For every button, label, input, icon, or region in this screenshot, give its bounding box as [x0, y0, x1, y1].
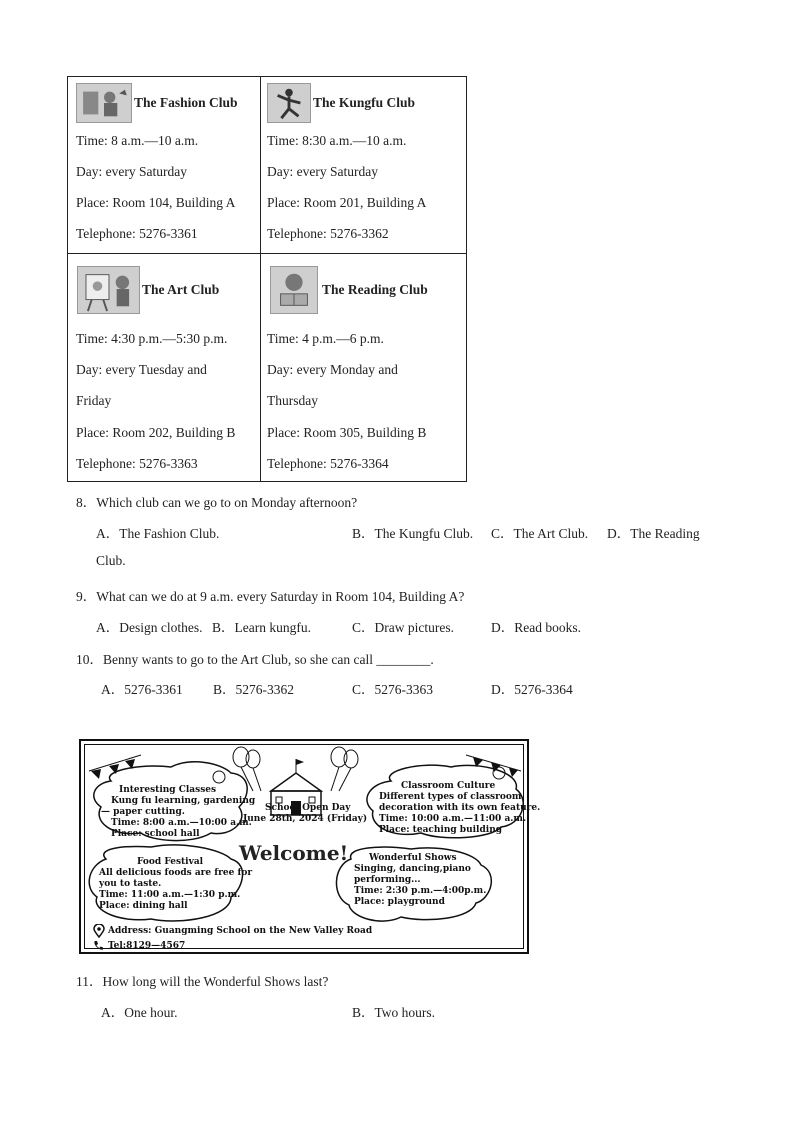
kungfu-club-image [267, 83, 311, 123]
reading-club-image [270, 266, 318, 314]
q10-option-b[interactable]: B．5276-3362 [213, 682, 294, 697]
wonderful-shows-line: performing... [354, 875, 421, 885]
welcome-heading: Welcome! [239, 841, 349, 865]
art-club-header [77, 266, 219, 314]
open-day-poster [79, 739, 541, 954]
q8-option-d-cont: Club. [96, 553, 126, 568]
interesting-classes-line: Kung fu learning, gardening [111, 796, 256, 806]
food-festival-place: Place: dining hall [99, 901, 188, 911]
question-11: 11．How long will the Wonderful Shows last? [76, 974, 329, 989]
interesting-classes-time: Time: 8:00 a.m.—10:00 a.m. [111, 818, 252, 828]
q10-option-d[interactable]: D．5276-3364 [491, 682, 573, 697]
club-place: Place: Room 201, Building A [267, 195, 427, 210]
question-9: 9．What can we do at 9 a.m. every Saturday in Room 104, Building A? [76, 589, 465, 604]
question-8: 8．Which club can we go to on Monday afternoon? [76, 495, 358, 510]
interesting-classes-place: Place: school hall [111, 829, 200, 839]
club-day-cont: Friday [76, 393, 112, 408]
club-place: Place: Room 202, Building B [76, 425, 236, 440]
club-day-cont: Thursday [267, 393, 318, 408]
club-place: Place: Room 104, Building A [76, 195, 236, 210]
food-festival-line: All delicious foods are free for [99, 868, 253, 878]
club-table [67, 76, 467, 482]
classroom-culture-line: Different types of classroom [379, 792, 522, 802]
kungfu-club-header [267, 83, 415, 123]
q8-option-d[interactable]: D．The Reading [607, 526, 700, 541]
poster-address: Address: Guangming School on the New Valley Road [108, 926, 373, 936]
classroom-culture-time: Time: 10:00 a.m.—11:00 a.m. [379, 814, 527, 824]
club-time: Time: 4:30 p.m.—5:30 p.m. [76, 331, 228, 346]
q9-option-d[interactable]: D．Read books. [491, 620, 581, 635]
club-name: The Art Club [142, 282, 220, 297]
club-day: Day: every Saturday [267, 164, 378, 179]
wonderful-shows-line: Singing, dancing,piano [354, 864, 471, 874]
q8-option-a[interactable]: A．The Fashion Club. [96, 526, 220, 541]
table-divider-horizontal [68, 253, 466, 254]
reading-club-header [270, 266, 428, 314]
food-festival-line: you to taste. [99, 879, 162, 889]
club-name: The Fashion Club [134, 95, 238, 110]
art-club-image [77, 266, 140, 314]
club-name: The Kungfu Club [313, 95, 416, 110]
q10-option-a[interactable]: A．5276-3361 [101, 682, 183, 697]
poster-telephone: Tel:8129—4567 [108, 941, 186, 951]
wonderful-shows-place: Place: playground [354, 897, 445, 907]
classroom-culture-place: Place: teaching building [379, 825, 503, 835]
interesting-classes-line: — paper cutting. [101, 807, 185, 817]
fashion-club-image [76, 83, 132, 123]
table-divider-vertical [260, 77, 261, 481]
classroom-culture-line: decoration with its own feature. [379, 803, 541, 813]
q11-option-a[interactable]: A．One hour. [101, 1005, 178, 1020]
club-day: Day: every Tuesday and [76, 362, 207, 377]
q10-option-c[interactable]: C．5276-3363 [352, 682, 433, 697]
club-time: Time: 8 a.m.—10 a.m. [76, 133, 199, 148]
club-name: The Reading Club [322, 282, 428, 297]
club-telephone: Telephone: 5276-3361 [76, 226, 198, 241]
club-day: Day: every Monday and [267, 362, 398, 377]
club-telephone: Telephone: 5276-3363 [76, 456, 198, 471]
q8-option-b[interactable]: B．The Kungfu Club. [352, 526, 474, 541]
question-10: 10．Benny wants to go to the Art Club, so she can call ________. [76, 652, 434, 667]
classroom-culture-title: Classroom Culture [401, 781, 496, 791]
fashion-club-header [76, 83, 238, 123]
wonderful-shows-time: Time: 2:30 p.m.—4:00p.m. [354, 886, 487, 896]
q8-option-c[interactable]: C．The Art Club. [491, 526, 589, 541]
food-festival-title: Food Festival [137, 857, 204, 867]
club-time: Time: 4 p.m.—6 p.m. [267, 331, 384, 346]
wonderful-shows-title: Wonderful Shows [369, 853, 457, 863]
phone-icon [93, 940, 104, 951]
club-time: Time: 8:30 a.m.—10 a.m. [267, 133, 407, 148]
food-festival-time: Time: 11:00 a.m.—1:30 p.m. [99, 890, 241, 900]
location-pin-icon [93, 924, 105, 938]
open-day-date: June 28th, 2024 (Friday) [243, 814, 368, 824]
q9-option-c[interactable]: C．Draw pictures. [352, 620, 454, 635]
club-telephone: Telephone: 5276-3362 [267, 226, 389, 241]
q11-option-b[interactable]: B．Two hours. [352, 1005, 436, 1020]
club-place: Place: Room 305, Building B [267, 425, 427, 440]
club-day: Day: every Saturday [76, 164, 187, 179]
open-day-title: School Open Day [265, 803, 351, 813]
q9-option-b[interactable]: B．Learn kungfu. [212, 620, 311, 635]
interesting-classes-title: Interesting Classes [119, 785, 217, 795]
club-telephone: Telephone: 5276-3364 [267, 456, 389, 471]
q9-option-a[interactable]: A．Design clothes. [96, 620, 203, 635]
